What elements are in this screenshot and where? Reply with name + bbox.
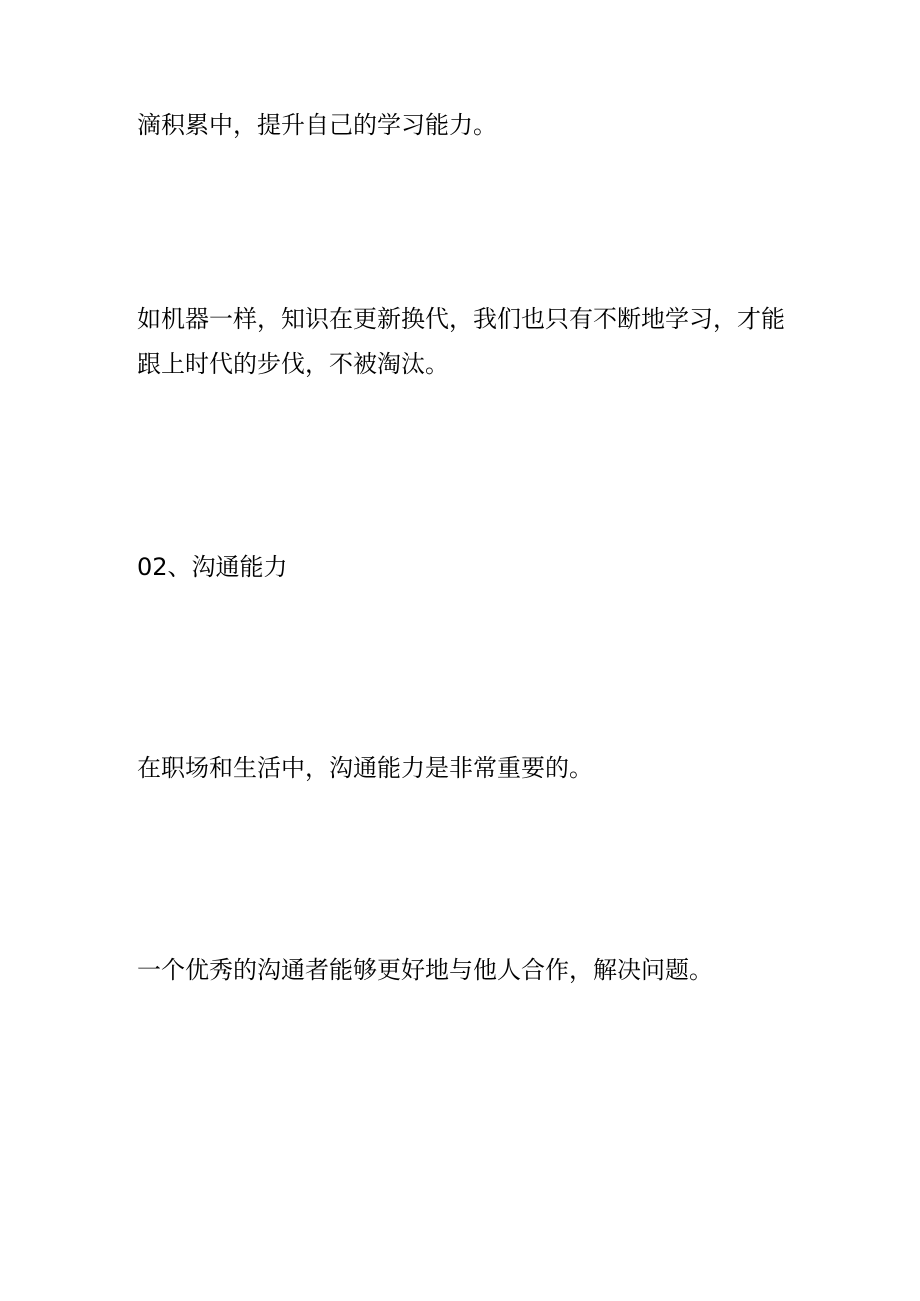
paragraph-learning-end: 滴积累中，提升自己的学习能力。 bbox=[137, 111, 497, 139]
paragraph-communication-importance: 在职场和生活中，沟通能力是非常重要的。 bbox=[137, 754, 593, 782]
paragraph-machine-line-1: 如机器一样，知识在更新换代，我们也只有不断地学习，才能 bbox=[137, 305, 785, 333]
section-heading-communication: 02、沟通能力 bbox=[137, 553, 288, 581]
paragraph-good-communicator: 一个优秀的沟通者能够更好地与他人合作，解决问题。 bbox=[137, 956, 713, 984]
paragraph-machine-line-2: 跟上时代的步伐，不被淘汰。 bbox=[137, 350, 449, 378]
